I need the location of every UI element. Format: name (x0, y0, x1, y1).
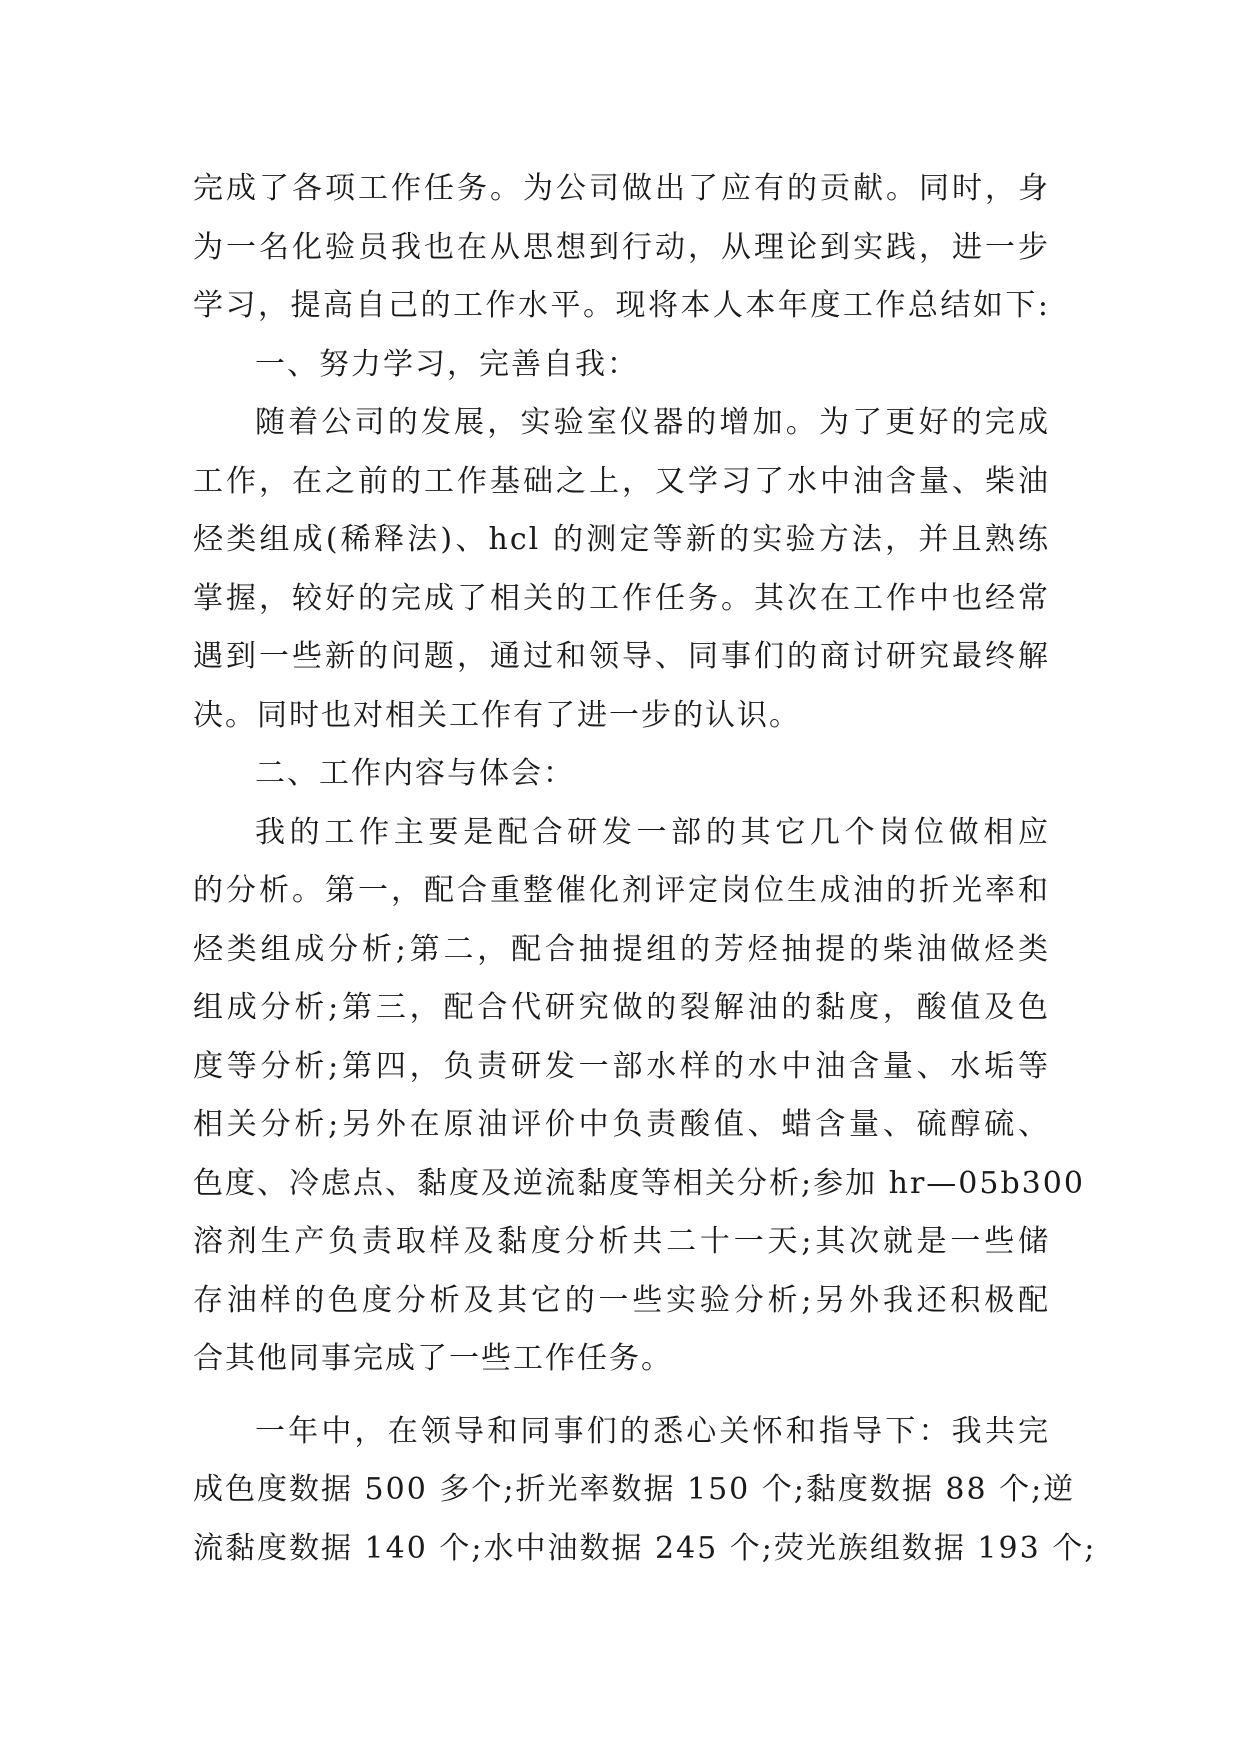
text-line: 烃类组成(稀释法)、hcl 的测定等新的实验方法，并且熟练 (193, 522, 1050, 557)
text-line: 掌握，较好的完成了相关的工作任务。其次在工作中也经常 (193, 580, 1050, 616)
text-line: 一年中，在领导和同事们的悉心关怀和指导下：我共完 (255, 1413, 1050, 1449)
text-line: 为一名化验员我也在从思想到行动，从理论到实践，进一步 (193, 229, 1050, 265)
text-line: 度等分析;第四，负责研发一部水样的水中油含量、水垢等 (193, 1048, 1050, 1084)
text-line: 完成了各项工作任务。为公司做出了应有的贡献。同时，身 (193, 171, 1050, 206)
text-line: 决。同时也对相关工作有了进一步的认识。 (193, 697, 801, 733)
section-heading: 二、工作内容与体会： (255, 756, 575, 791)
section-heading: 一、努力学习，完善自我： (255, 346, 639, 382)
document-page (193, 160, 1097, 1578)
text-line: 工作，在之前的工作基础之上，又学习了水中油含量、柴油 (193, 463, 1050, 499)
text-line: 学习，提高自己的工作水平。现将本人本年度工作总结如下: (193, 288, 1050, 323)
text-line: 我的工作主要是配合研发一部的其它几个岗位做相应 (255, 814, 1050, 850)
text-line: 组成分析;第三，配合代研究做的裂解油的黏度，酸值及色 (193, 990, 1050, 1025)
text-line: 相关分析;另外在原油评价中负责酸值、蜡含量、硫醇硫、 (193, 1107, 1050, 1142)
text-line: 流黏度数据 140 个;水中油数据 245 个;荧光族组数据 193 个; (193, 1530, 1097, 1566)
text-line: 成色度数据 500 多个;折光率数据 150 个;黏度数据 88 个;逆 (193, 1472, 1076, 1507)
text-line: 的分析。第一，配合重整催化剂评定岗位生成油的折光率和 (193, 873, 1050, 908)
text-line: 存油样的色度分析及其它的一些实验分析;另外我还积极配 (193, 1282, 1050, 1318)
text-line: 溶剂生产负责取样及黏度分析共二十一天;其次就是一些储 (193, 1224, 1050, 1259)
text-line: 遇到一些新的问题，通过和领导、同事们的商讨研究最终解 (193, 639, 1050, 674)
text-line: 色度、冷虑点、黏度及逆流黏度等相关分析;参加 hr—05b300 (193, 1165, 1085, 1201)
text-line: 合其他同事完成了一些工作任务。 (193, 1341, 673, 1376)
text-line: 随着公司的发展，实验室仪器的增加。为了更好的完成 (255, 405, 1050, 440)
text-line: 烃类组成分析;第二，配合抽提组的芳烃抽提的柴油做烃类 (193, 931, 1050, 967)
